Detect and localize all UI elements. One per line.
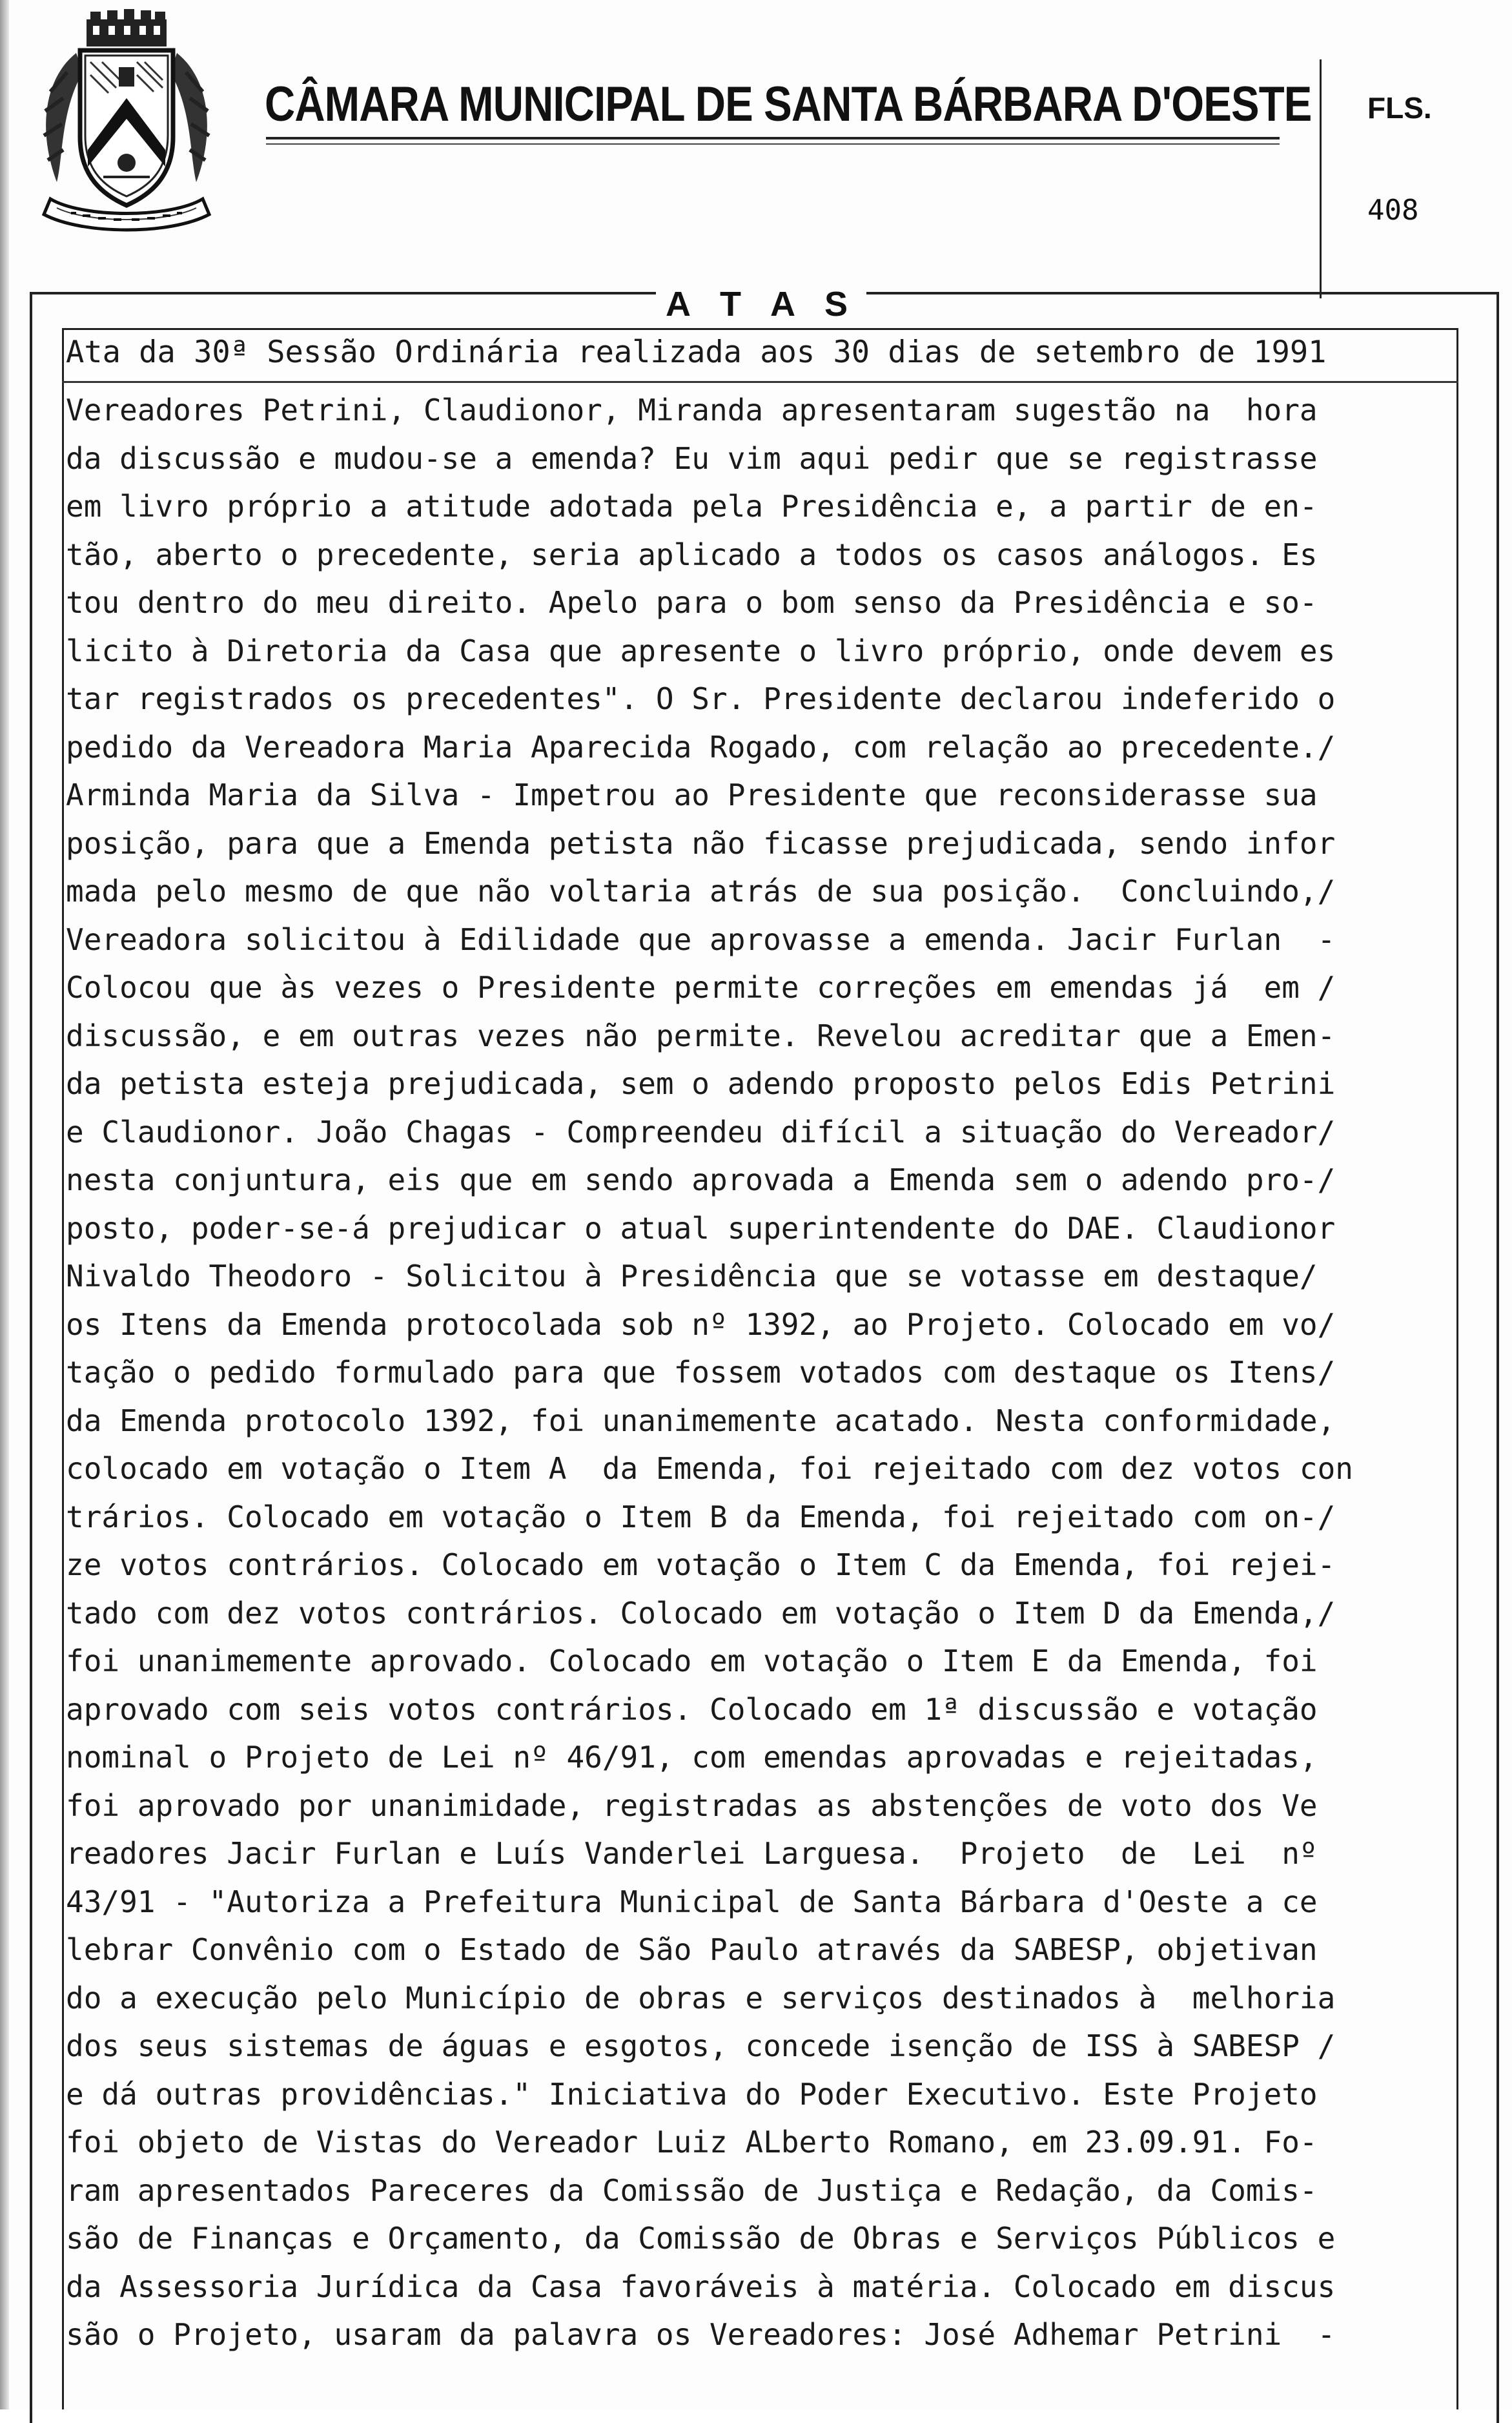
body-line: os Itens da Emenda protocolada sob nº 1392, ao Projeto. Colocado em vo/ bbox=[66, 1306, 1336, 1342]
body-line: Nivaldo Theodoro - Solicitou à Presidência que se votasse em destaque/ bbox=[66, 1259, 1318, 1294]
body-line: ze votos contrários. Colocado em votação o Item C da Emenda, foi rejei- bbox=[66, 1547, 1336, 1582]
body-line: pedido da Vereadora Maria Aparecida Rogado, com relação ao precedente./ bbox=[66, 729, 1336, 765]
body-line: posto, poder-se-á prejudicar o atual superintendente do DAE. Claudionor bbox=[66, 1210, 1336, 1246]
body-line: mada pelo mesmo de que não voltaria atrás de sua posição. Concluindo,/ bbox=[66, 874, 1336, 909]
body-line: trários. Colocado em votação o Item B da Emenda, foi rejeitado com on-/ bbox=[66, 1499, 1336, 1534]
header-rule-thin bbox=[266, 143, 1280, 145]
minutes-heading: Ata da 30ª Sessão Ordinária realizada aos 30 dias de setembro de 1991 bbox=[66, 335, 1327, 370]
body-line: em livro próprio a atitude adotada pela Presidência e, a partir de en- bbox=[66, 489, 1318, 524]
inner-frame-top bbox=[62, 328, 1458, 330]
fls-label: FLS. bbox=[1367, 91, 1432, 125]
body-line: da Assessoria Jurídica da Casa favoráveis à matéria. Colocado em discus bbox=[66, 2269, 1336, 2304]
body-line: da discussão e mudou-se a emenda? Eu vim aqui pedir que se registrasse bbox=[66, 440, 1318, 476]
body-line: tação o pedido formulado para que fossem votados com destaque os Itens/ bbox=[66, 1355, 1336, 1390]
body-line: tão, aberto o precedente, seria aplicado a todos os casos análogos. Es bbox=[66, 537, 1318, 572]
body-line: licito à Diretoria da Casa que apresente o livro próprio, onde devem es bbox=[66, 633, 1336, 668]
body-line: 43/91 - "Autoriza a Prefeitura Municipal de Santa Bárbara d'Oeste a ce bbox=[66, 1884, 1318, 1919]
body-line: dos seus sistemas de águas e esgotos, concede isenção de ISS à SABESP / bbox=[66, 2028, 1336, 2063]
page-number: 408 bbox=[1367, 194, 1419, 227]
body-line: foi objeto de Vistas do Vereador Luiz ALberto Romano, em 23.09.91. Fo- bbox=[66, 2125, 1318, 2160]
body-line: tou dentro do meu direito. Apelo para o bom senso da Presidência e so- bbox=[66, 585, 1318, 620]
body-line: foi aprovado por unanimidade, registradas as abstenções de voto dos Ve bbox=[66, 1788, 1318, 1823]
institution-title: CÂMARA MUNICIPAL DE SANTA BÁRBARA D'OESTE bbox=[265, 77, 1312, 132]
body-line: do a execução pelo Município de obras e serviços destinados à melhoria bbox=[66, 1980, 1336, 2016]
section-title: A T A S bbox=[666, 285, 858, 324]
body-line: tado com dez votos contrários. Colocado em votação o Item D da Emenda,/ bbox=[66, 1595, 1336, 1631]
header-divider bbox=[1320, 59, 1322, 298]
body-line: colocado em votação o Item A da Emenda, foi rejeitado com dez votos con bbox=[66, 1451, 1353, 1486]
body-line: nesta conjuntura, eis que em sendo aprovada a Emenda sem o adendo pro-/ bbox=[66, 1162, 1336, 1197]
body-line: e dá outras providências." Iniciativa do Poder Executivo. Este Projeto bbox=[66, 2076, 1318, 2112]
municipal-coat-of-arms-icon bbox=[31, 8, 222, 240]
body-line: nominal o Projeto de Lei nº 46/91, com emendas aprovadas e rejeitadas, bbox=[66, 1740, 1318, 1775]
body-line: da Emenda protocolo 1392, foi unanimemente acatado. Nesta conformidade, bbox=[66, 1403, 1336, 1438]
body-line: da petista esteja prejudicada, sem o adendo proposto pelos Edis Petrini bbox=[66, 1066, 1336, 1101]
header-rule bbox=[266, 137, 1280, 139]
body-line: são de Finanças e Orçamento, da Comissão de Obras e Serviços Públicos e bbox=[66, 2221, 1336, 2256]
body-line: Vereadora solicitou à Edilidade que aprovasse a emenda. Jacir Furlan - bbox=[66, 922, 1336, 957]
body-line: tar registrados os precedentes". O Sr. Presidente declarou indeferido o bbox=[66, 681, 1336, 716]
heading-rule bbox=[62, 381, 1458, 383]
outer-frame-top-left bbox=[30, 292, 656, 294]
inner-frame-right bbox=[1456, 329, 1458, 2409]
body-line: são o Projeto, usaram da palavra os Vereadores: José Adhemar Petrini - bbox=[66, 2317, 1336, 2352]
body-line: lebrar Convênio com o Estado de São Paulo através da SABESP, objetivan bbox=[66, 1932, 1318, 1967]
body-line: aprovado com seis votos contrários. Colocado em 1ª discussão e votação bbox=[66, 1691, 1318, 1727]
body-line: posição, para que a Emenda petista não ficasse prejudicada, sendo infor bbox=[66, 825, 1336, 861]
body-line: Colocou que às vezes o Presidente permite correções em emendas já em / bbox=[66, 970, 1336, 1005]
body-line: ram apresentados Pareceres da Comissão de Justiça e Redação, da Comis- bbox=[66, 2172, 1318, 2208]
minutes-body bbox=[66, 386, 1454, 2359]
body-line: Vereadores Petrini, Claudionor, Miranda apresentaram sugestão na hora bbox=[66, 393, 1318, 428]
inner-frame-left bbox=[62, 329, 64, 2409]
body-line: foi unanimemente aprovado. Colocado em votação o Item E da Emenda, foi bbox=[66, 1644, 1318, 1678]
outer-frame-top-right bbox=[866, 292, 1497, 294]
body-line: e Claudionor. João Chagas - Compreendeu difícil a situação do Vereador/ bbox=[66, 1114, 1336, 1150]
body-line: readores Jacir Furlan e Luís Vanderlei Larguesa. Projeto de Lei nº bbox=[66, 1836, 1318, 1871]
body-line: Arminda Maria da Silva - Impetrou ao Presidente que reconsiderasse sua bbox=[66, 778, 1318, 812]
body-line: discussão, e em outras vezes não permite. Revelou acreditar que a Emen- bbox=[66, 1018, 1336, 1053]
scan-edge-shadow bbox=[0, 0, 9, 2409]
